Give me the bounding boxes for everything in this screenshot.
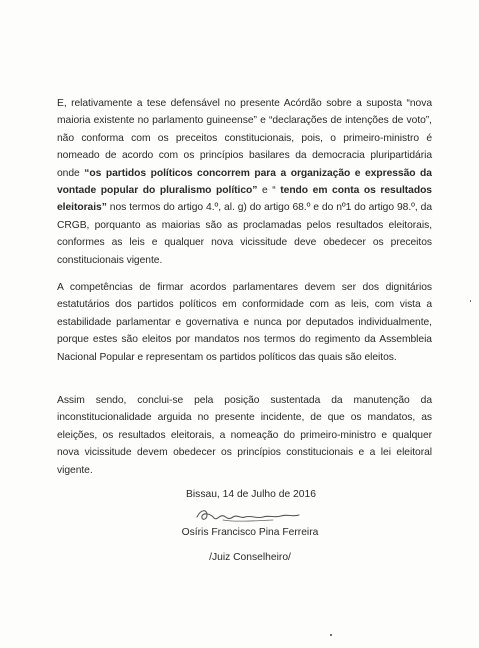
scan-speck [330, 634, 332, 636]
paragraph-conclusion: Assim sendo, conclui-se pela posição sustentada da manutenção da inconstitucionalidade arguida no presente incidente, de que os mandatos, as eleições, os resultados eleitorais, a nomeação do primeiro-ministro e qualquer nova vicissitude devem obedecer os princípios constitucionais e a lei eleitoral vigente. [57, 395, 432, 476]
paragraph1-text-c: nos termos do artigo 4.º, al. g) do artigo 68.º e do nº1 do artigo 98.º, da CRGB, porquanto as maiorias são as proclamadas pelos resultados eleitorais, conformes as leis e qualquer nova vicissitude deve obedecer os preceitos constitucionais vigente. [57, 202, 432, 266]
paragraph1-text-b: e “ [257, 185, 281, 197]
paragraph-constitutional-argument [57, 95, 432, 269]
paragraph1-bold-quote-a: “os partidos políticos concorrem para a organização e expressão da vontade popular do pluralismo político” [57, 167, 432, 197]
handwritten-signature [193, 505, 303, 525]
paragraph-parliamentary-agreements: A competências de firmar acordos parlamentares devem ser dos dignitários estatutários dos partidos políticos em conformidade com as leis, com vista a estabilidade parlamentar e governativa e nunca por deputados individualmente, porque estes são eleitos por mandatos nos termos do regimento da Assembleia Nacional Popular e representam os partidos políticos das quais são eleitos. [57, 282, 432, 363]
place-and-date: Bissau, 14 de Julho de 2016 [186, 489, 316, 500]
paragraph1-text-a: E, relativamente a tese defensável no presente Acórdão sobre a suposta “nova maioria existente no parlamento guineense” e “declarações de intenções de voto”, não conforma com os preceitos constitucionais, pois, o primeiro-ministro é nomeado de acordo com os princípios basilares da democracia pluripartidária onde [57, 98, 432, 179]
signer-name: Osíris Francisco Pina Ferreira [181, 527, 319, 538]
signer-role: /Juiz Conselheiro/ [209, 552, 291, 563]
paragraph1-bold-quote-b: tendo em conta os resultados eleitorais” [57, 185, 432, 214]
scan-speck [470, 300, 471, 302]
